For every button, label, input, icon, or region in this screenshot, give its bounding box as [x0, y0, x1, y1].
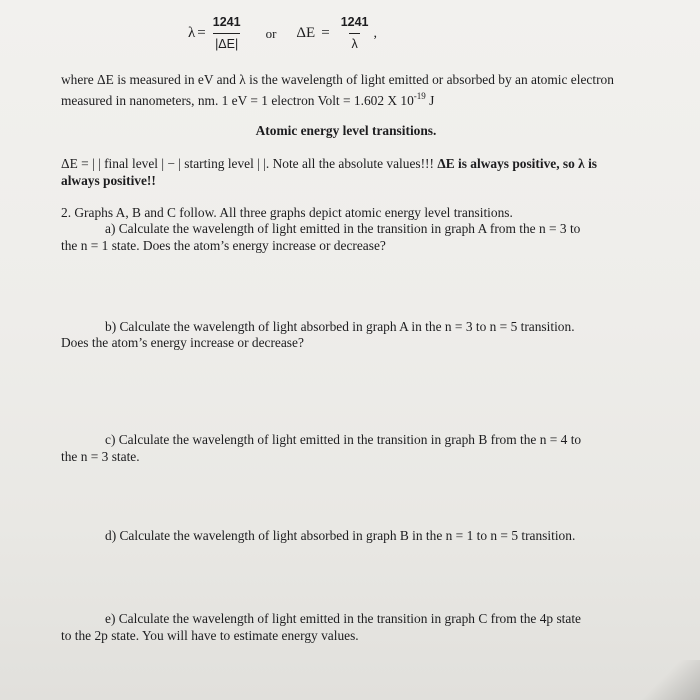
page-corner-shadow [640, 660, 700, 700]
fraction-denominator-2: λ [349, 33, 359, 53]
lambda-symbol: λ [188, 25, 196, 41]
definition-text: where ΔE is measured in eV and λ is the wavelength of light emitted or absorbed by an atomic electron measured in nanometers, nm. 1 eV = 1 electron Volt = 1.602 X 10 [61, 72, 614, 108]
question-2c-line-1: c) Calculate the wavelength of light emitted in the transition in graph B from the n = 4 to [105, 432, 582, 447]
fraction-denominator: |ΔE| [213, 33, 240, 53]
absolute-note-text: ΔE = | | final level | − | starting level | |. Note all the absolute values!!! [61, 156, 438, 171]
wavelength-formula [188, 14, 377, 53]
question-2d-line-1: d) Calculate the wavelength of light absorbed in graph B in the n = 1 to n = 5 transition. [105, 528, 576, 543]
question-2b-line-2: Does the atom’s energy increase or decrease? [61, 335, 304, 350]
fraction-delta-e [339, 14, 371, 53]
absolute-value-note [61, 155, 631, 189]
definition-unit: J [425, 93, 435, 108]
absolute-note-bold: ΔE is always positive, so λ is always positive!! [61, 156, 598, 188]
question-2e-line-1: e) Calculate the wavelength of light emitted in the transition in graph C from the 4p state [105, 611, 581, 626]
definition-exponent: -19 [413, 91, 426, 101]
fraction-numerator-2: 1241 [340, 15, 369, 29]
question-2a-line-2: the n = 1 state. Does the atom’s energy increase or decrease? [61, 238, 386, 253]
or-word: or [265, 26, 277, 41]
section-title: Atomic energy level transitions. [255, 123, 437, 138]
equals-sign: = [197, 25, 206, 41]
formula-comma: , [373, 26, 377, 41]
question-2e-line-2: to the 2p state. You will have to estimate energy values. [61, 628, 359, 643]
question-2-intro: 2. Graphs A, B and C follow. All three graphs depict atomic energy level transitions. [61, 205, 513, 220]
definition-paragraph [61, 71, 631, 109]
question-2c-line-2: the n = 3 state. [61, 449, 140, 464]
fraction-lambda [211, 14, 243, 53]
question-2a-line-1: a) Calculate the wavelength of light emitted in the transition in graph A from the n = 3 to [105, 221, 581, 236]
delta-e-symbol: ΔE [296, 25, 316, 41]
equals-sign-2: = [321, 25, 330, 41]
question-2b-line-1: b) Calculate the wavelength of light absorbed in graph A in the n = 3 to n = 5 transition. [105, 319, 575, 334]
fraction-numerator: 1241 [212, 15, 241, 29]
